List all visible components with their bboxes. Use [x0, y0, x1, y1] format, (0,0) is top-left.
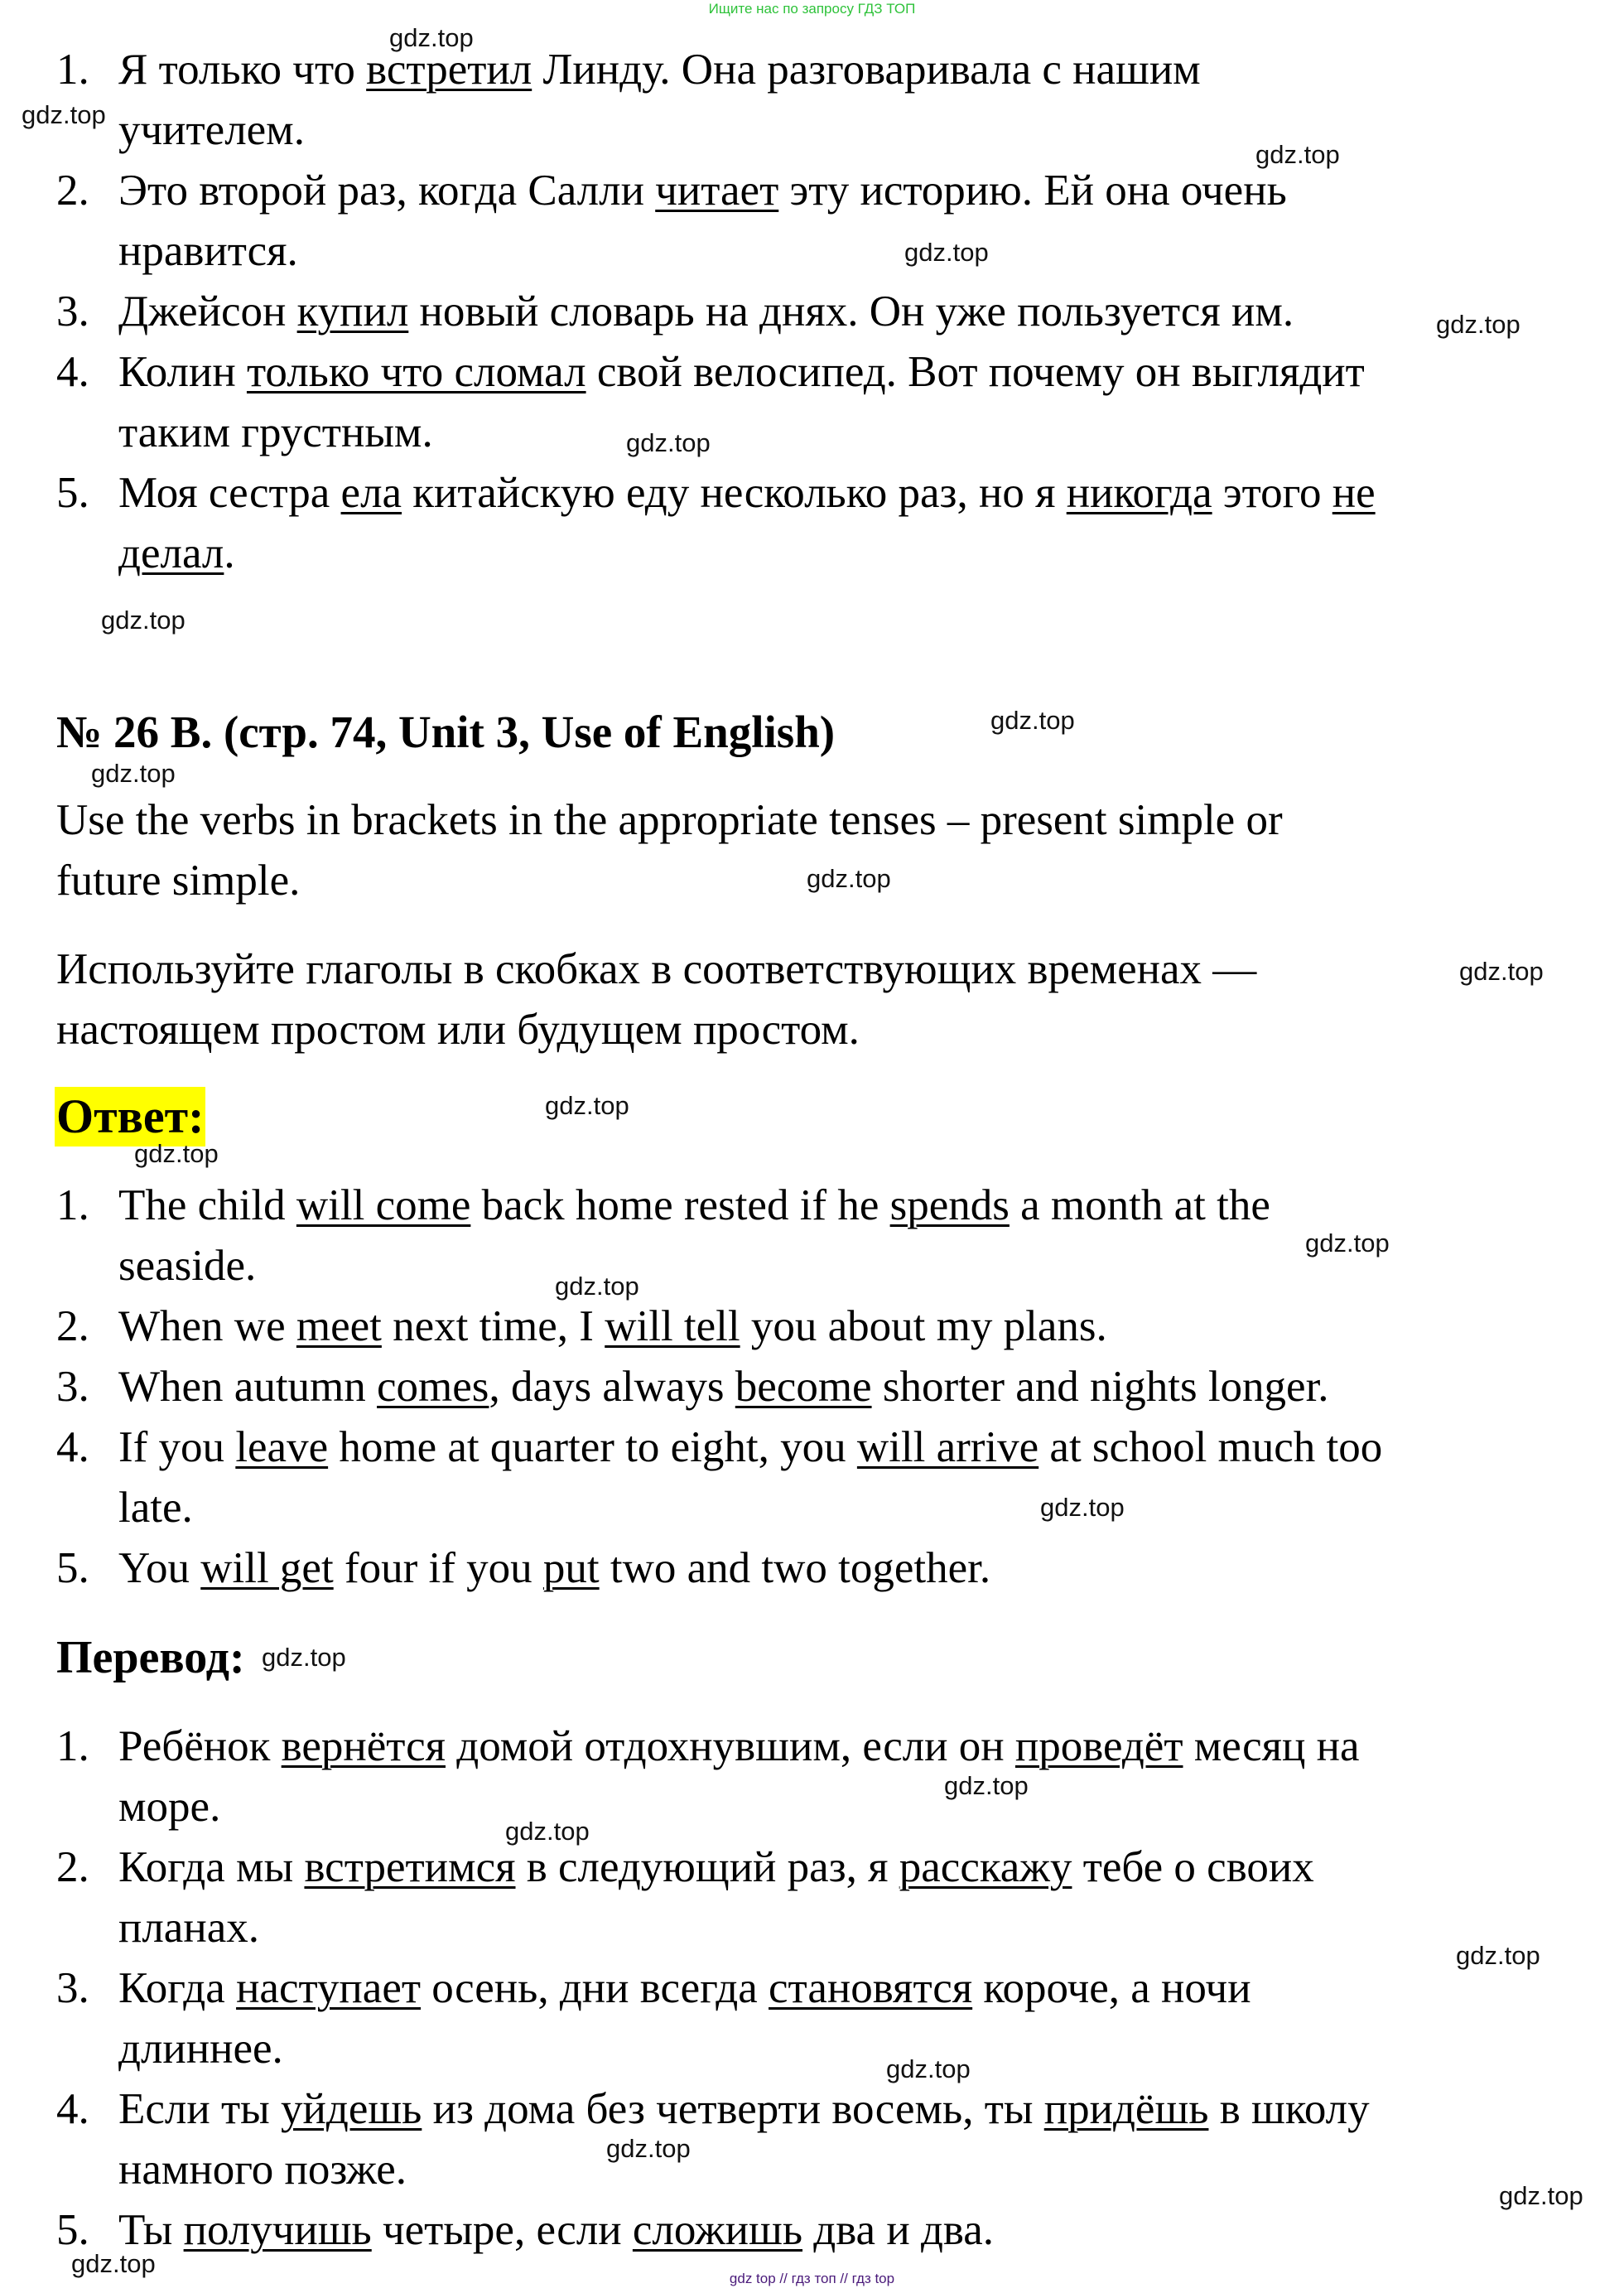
- underlined-verb: делал: [118, 529, 224, 577]
- list-item-line: [56, 403, 1547, 463]
- watermark: gdz.top: [91, 759, 176, 788]
- list-item-line: [56, 1417, 1547, 1478]
- watermark: gdz.top: [1305, 1229, 1390, 1258]
- text-segment: .: [224, 529, 235, 577]
- text-segment: The child: [118, 1181, 296, 1229]
- text-segment: планах.: [118, 1904, 259, 1952]
- watermark: gdz.top: [134, 1139, 219, 1168]
- underlined-verb: не: [1332, 469, 1376, 517]
- text-segment: намного позже.: [118, 2146, 407, 2194]
- text-segment: Когда: [118, 1964, 237, 2012]
- watermark: gdz.top: [389, 23, 474, 52]
- instruction-ru-line-2: настоящем простом или будущем простом.: [56, 1006, 860, 1054]
- underlined-verb: will tell: [605, 1302, 740, 1350]
- list-item-line: [56, 40, 1547, 100]
- previous-translation-list: [56, 40, 1547, 584]
- item-text: [118, 463, 1376, 524]
- text-segment: Линду. Она разговаривала с нашим: [532, 46, 1201, 94]
- item-text: [118, 1777, 220, 1837]
- text-segment: seaside.: [118, 1242, 257, 1290]
- item-text: [118, 2019, 283, 2079]
- item-text: [118, 1837, 1314, 1898]
- text-segment: Я только что: [118, 46, 367, 94]
- item-text: [118, 1898, 259, 1958]
- item-text: [118, 342, 1365, 403]
- text-segment: море.: [118, 1783, 221, 1831]
- item-text: [118, 524, 235, 584]
- item-number: 5.: [56, 1544, 89, 1592]
- item-number: 4.: [56, 2085, 89, 2133]
- text-segment: два и два.: [802, 2206, 995, 2254]
- underlined-verb: получишь: [183, 2206, 372, 2254]
- item-text: [118, 1175, 1270, 1236]
- list-item-line: [56, 342, 1547, 403]
- watermark: gdz.top: [990, 706, 1075, 735]
- text-segment: этого: [1212, 469, 1332, 517]
- list-item-line: [56, 282, 1547, 342]
- underlined-verb: встретимся: [304, 1843, 516, 1891]
- text-segment: home at quarter to eight, you: [328, 1423, 857, 1471]
- text-segment: нравится.: [118, 227, 298, 275]
- text-segment: Если ты: [118, 2085, 281, 2133]
- text-segment: в школу: [1208, 2085, 1370, 2133]
- text-segment: Ребёнок: [118, 1722, 282, 1770]
- text-segment: at school much too: [1038, 1423, 1383, 1471]
- underlined-verb: will get: [200, 1544, 334, 1592]
- text-segment: When autumn: [118, 1363, 378, 1411]
- item-text: [118, 1236, 256, 1296]
- watermark: gdz.top: [1255, 140, 1340, 169]
- text-segment: новый словарь на днях. Он уже пользуется им.: [408, 287, 1294, 336]
- text-segment: , days always: [489, 1363, 735, 1411]
- text-segment: месяц на: [1183, 1722, 1360, 1770]
- item-number: 5.: [56, 469, 89, 517]
- text-segment: китайскую еду несколько раз, но я: [402, 469, 1067, 517]
- text-segment: в следующий раз, я: [515, 1843, 899, 1891]
- underlined-verb: become: [735, 1363, 872, 1411]
- underlined-verb: comes: [377, 1363, 489, 1411]
- instruction-en-line-2: future simple.: [56, 857, 301, 905]
- item-text: [118, 1417, 1382, 1478]
- watermark: gdz.top: [555, 1272, 639, 1301]
- item-number: 2.: [56, 1302, 89, 1350]
- item-text: [118, 2079, 1370, 2140]
- list-item-line: [56, 1478, 1547, 1538]
- underlined-verb: meet: [296, 1302, 382, 1350]
- list-item-line: [56, 1777, 1547, 1837]
- list-item-line: [56, 463, 1547, 524]
- text-segment: учителем.: [118, 106, 305, 154]
- item-text: [118, 1357, 1329, 1417]
- text-segment: домой отдохнувшим, если он: [446, 1722, 1015, 1770]
- instruction-ru-line-1: Используйте глаголы в скобках в соответствующих временах —: [56, 945, 1257, 993]
- watermark: gdz.top: [944, 1771, 1029, 1800]
- underlined-verb: становятся: [769, 1964, 973, 2012]
- text-segment: тебе о своих: [1072, 1843, 1314, 1891]
- list-item-line: [56, 1958, 1547, 2019]
- underlined-verb: читает: [655, 167, 779, 215]
- item-text: [118, 1958, 1251, 2019]
- item-text: [118, 100, 305, 161]
- item-number: 3.: [56, 1964, 89, 2012]
- underlined-verb: уйдешь: [280, 2085, 422, 2133]
- text-segment: back home rested if he: [470, 1181, 890, 1229]
- item-number: 2.: [56, 167, 89, 215]
- item-text: [118, 403, 433, 463]
- text-segment: you about my plans.: [740, 1302, 1107, 1350]
- text-segment: Ты: [118, 2206, 184, 2254]
- item-text: [118, 40, 1201, 100]
- text-segment: You: [118, 1544, 201, 1592]
- text-segment: next time, I: [381, 1302, 605, 1350]
- list-item-line: [56, 1175, 1547, 1236]
- underlined-verb: ела: [340, 469, 402, 517]
- text-segment: четыре, если: [371, 2206, 633, 2254]
- item-text: [118, 221, 298, 282]
- text-segment: Это второй раз, когда Салли: [118, 167, 656, 215]
- watermark: gdz.top: [22, 100, 106, 129]
- item-number: 4.: [56, 1423, 89, 1471]
- text-segment: shorter and nights longer.: [871, 1363, 1329, 1411]
- underlined-verb: will arrive: [856, 1423, 1039, 1471]
- text-segment: late.: [118, 1484, 193, 1532]
- item-number: 5.: [56, 2206, 89, 2254]
- item-text: [118, 1538, 990, 1599]
- list-item-line: [56, 1837, 1547, 1898]
- watermark: gdz.top: [505, 1817, 590, 1846]
- text-segment: If you: [118, 1423, 236, 1471]
- underlined-verb: leave: [235, 1423, 329, 1471]
- watermark: gdz.top: [101, 606, 186, 635]
- text-segment: таким грустным.: [118, 408, 433, 456]
- text-segment: короче, а ночи: [972, 1964, 1251, 2012]
- text-segment: When we: [118, 1302, 296, 1350]
- item-number: 1.: [56, 1722, 89, 1770]
- watermark: gdz.top: [904, 238, 989, 267]
- list-item-line: [56, 1296, 1547, 1357]
- text-segment: из дома без четверти восемь, ты: [422, 2085, 1044, 2133]
- watermark: gdz.top: [886, 2054, 971, 2083]
- item-text: [118, 1716, 1360, 1777]
- text-segment: свой велосипед. Вот почему он выглядит: [586, 348, 1365, 396]
- item-number: 1.: [56, 1181, 89, 1229]
- item-number: 3.: [56, 1363, 89, 1411]
- item-number: 4.: [56, 348, 89, 396]
- list-item-line: [56, 2079, 1547, 2140]
- item-number: 3.: [56, 287, 89, 336]
- item-text: [118, 1296, 1107, 1357]
- watermark: gdz.top: [71, 2249, 156, 2278]
- item-text: [118, 2200, 994, 2261]
- instruction-en-line-1: Use the verbs in brackets in the appropriate tenses – present simple or: [56, 796, 1283, 844]
- watermark: gdz.top: [1436, 310, 1520, 339]
- text-segment: a month at the: [1009, 1181, 1270, 1229]
- list-item-line: [56, 1538, 1547, 1599]
- underlined-verb: только что сломал: [246, 348, 586, 396]
- watermark: gdz.top: [1459, 957, 1544, 986]
- list-item-line: [56, 1357, 1547, 1417]
- list-item-line: [56, 221, 1547, 282]
- underlined-verb: купил: [296, 287, 409, 336]
- underlined-verb: придёшь: [1043, 2085, 1209, 2133]
- answer-label: Ответ:: [55, 1087, 205, 1146]
- item-text: [118, 1478, 193, 1538]
- underlined-verb: наступает: [236, 1964, 422, 2012]
- item-text: [118, 282, 1294, 342]
- text-segment: four if you: [333, 1544, 543, 1592]
- watermark: gdz.top: [545, 1091, 629, 1120]
- underlined-verb: проведёт: [1014, 1722, 1183, 1770]
- watermark: gdz.top: [262, 1643, 346, 1672]
- translation-label: Перевод:: [56, 1632, 245, 1683]
- list-item-line: [56, 1898, 1547, 1958]
- underlined-verb: сложишь: [632, 2206, 803, 2254]
- text-segment: длиннее.: [118, 2025, 283, 2073]
- list-item-line: [56, 524, 1547, 584]
- watermark: gdz.top: [1040, 1493, 1125, 1522]
- text-segment: осень, дни всегда: [421, 1964, 769, 2012]
- text-segment: Моя сестра: [118, 469, 341, 517]
- watermark: gdz.top: [807, 864, 891, 893]
- underlined-verb: spends: [889, 1181, 1010, 1229]
- text-segment: эту историю. Ей она очень: [778, 167, 1287, 215]
- list-item-line: [56, 2140, 1547, 2200]
- watermark: gdz.top: [1456, 1941, 1540, 1970]
- watermark: gdz.top: [1499, 2181, 1583, 2210]
- watermark: gdz.top: [606, 2134, 691, 2163]
- text-segment: two and two together.: [599, 1544, 991, 1592]
- list-item-line: [56, 1716, 1547, 1777]
- top-search-note: Ищите нас по запросу ГДЗ ТОП: [708, 1, 916, 17]
- text-segment: Колин: [118, 348, 247, 396]
- underlined-verb: расскажу: [899, 1843, 1072, 1891]
- list-item-line: [56, 2200, 1547, 2261]
- underlined-verb: встретил: [366, 46, 532, 94]
- translation-list: [56, 1716, 1547, 2261]
- watermark: gdz.top: [626, 428, 711, 457]
- text-segment: Когда мы: [118, 1843, 305, 1891]
- underlined-verb: will come: [296, 1181, 471, 1229]
- item-text: [118, 2140, 407, 2200]
- text-segment: Джейсон: [118, 287, 297, 336]
- item-number: 2.: [56, 1843, 89, 1891]
- underlined-verb: вернётся: [281, 1722, 446, 1770]
- underlined-verb: put: [542, 1544, 600, 1592]
- underlined-verb: никогда: [1066, 469, 1212, 517]
- item-number: 1.: [56, 46, 89, 94]
- item-text: [118, 161, 1287, 221]
- list-item-line: [56, 2019, 1547, 2079]
- exercise-heading: № 26 B. (стр. 74, Unit 3, Use of English): [56, 707, 836, 757]
- footer-note: gdz top // гдз топ // гдз top: [729, 2271, 895, 2286]
